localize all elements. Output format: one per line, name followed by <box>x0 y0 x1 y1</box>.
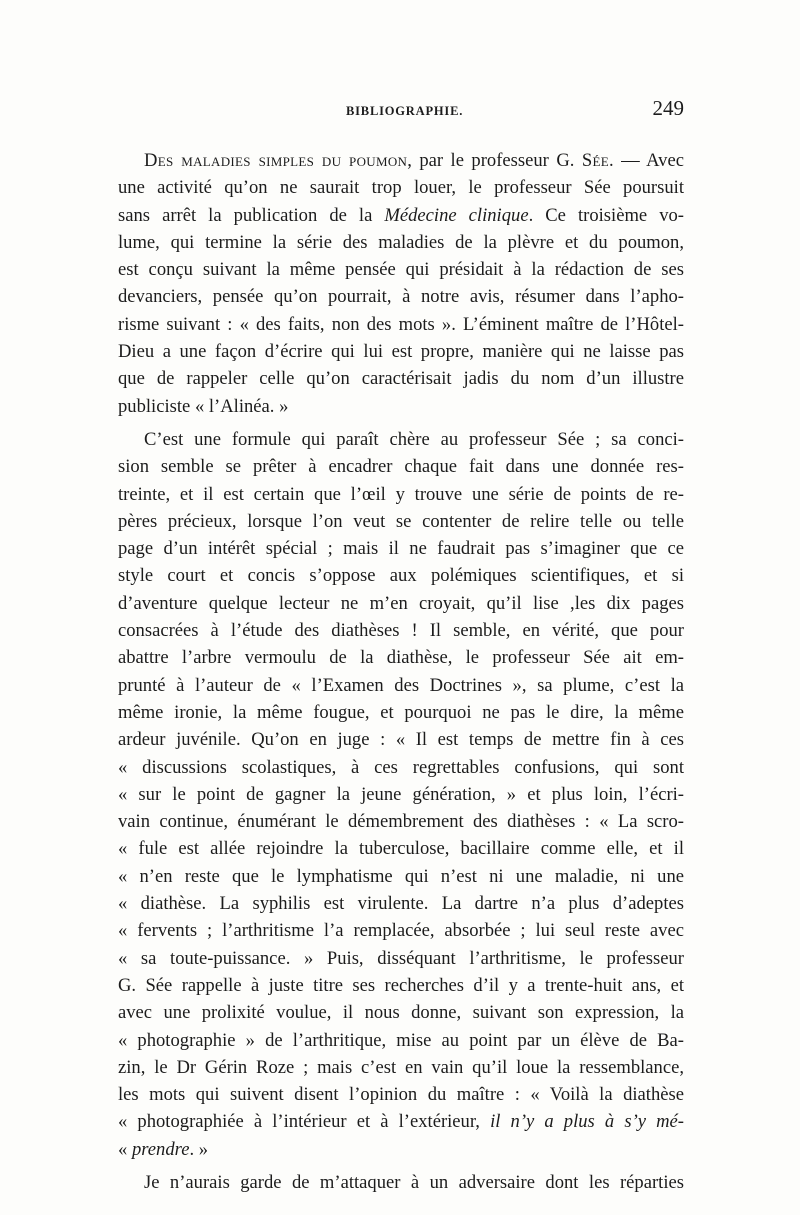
text-line: « fervents ; l’arthritisme l’a remplacée, absorbée ; lui seul reste avec <box>118 920 684 942</box>
page-number: 249 <box>652 96 684 120</box>
italic-title: Médecine clinique <box>384 204 529 226</box>
text-line: même ironie, la même fougue, et pourquoi ne pas le dire, la même <box>118 701 684 723</box>
text-line: zin, le Dr Gérin Roze ; mais c’est en vain qu’il loue la ressemblance, <box>118 1056 684 1078</box>
text-line <box>118 1136 684 1163</box>
text-line <box>118 147 684 174</box>
paragraph-1 <box>118 147 684 420</box>
text-span: . Ce troisième vo- <box>528 204 684 226</box>
text-span: sans arrêt la publication de la <box>118 204 385 226</box>
text-line <box>118 1108 684 1135</box>
text-line: page d’un intérêt spécial ; mais il ne faudrait pas s’imaginer que ce <box>118 538 684 560</box>
text-line <box>118 202 684 229</box>
text-line: sion semble se prêter à encadrer chaque fait dans une donnée res- <box>118 456 684 478</box>
text-span: , par le professeur G. <box>407 150 582 171</box>
text-line: devanciers, pensée qu’on pourrait, à notre avis, résumer dans l’apho- <box>118 286 684 308</box>
text-line: Je n’aurais garde de m’attaquer à un adversaire dont les réparties <box>144 1171 684 1193</box>
text-line: Dieu a une façon d’écrire qui lui est propre, manière qui ne laisse pas <box>118 341 684 363</box>
paragraph-3 <box>118 1169 684 1196</box>
text-span: « photographiée à l’intérieur et à l’extérieur, <box>118 1111 491 1133</box>
page-header <box>118 96 684 130</box>
text-line: « fule est allée rejoindre la tuberculose, bacillaire comme elle, et il <box>118 838 684 860</box>
text-line: abattre l’arbre vermoulu de la diathèse, le professeur Sée ait em- <box>118 647 684 669</box>
text-line: style court et concis s’oppose aux polémiques scientifiques, et si <box>118 565 684 587</box>
book-title: Des maladies simples du poumon <box>144 150 408 171</box>
text-line: « diathèse. La syphilis est virulente. La dartre n’a plus d’adeptes <box>118 893 684 915</box>
text-span: « <box>118 1138 132 1160</box>
text-line: « sur le point de gagner la jeune génération, » et plus loin, l’écri- <box>118 783 684 805</box>
italic-quote: il n’y a plus à s’y mé- <box>490 1111 684 1133</box>
text-line: est conçu suivant la même pensée qui présidait à la rédaction de ses <box>118 259 684 281</box>
text-line: une activité qu’on ne saurait trop louer, le professeur Sée poursuit <box>118 177 684 199</box>
body-text <box>118 147 684 1196</box>
text-span: . » <box>189 1138 209 1160</box>
text-line: « n’en reste que le lymphatisme qui n’est ni une maladie, ni une <box>118 865 684 887</box>
text-line: pères précieux, lorsque l’on veut se contenter de relire telle ou telle <box>118 510 684 532</box>
text-line: avec une prolixité voulue, il nous donne, suivant son expression, la <box>118 1002 684 1024</box>
text-line: treinte, et il est certain que l’œil y trouve une série de points de re- <box>118 483 684 505</box>
text-line: les mots qui suivent disent l’opinion du maître : « Voilà la diathèse <box>118 1084 684 1106</box>
text-span: . — Avec <box>608 150 684 171</box>
paragraph-2 <box>118 426 684 1163</box>
text-line: C’est une formule qui paraît chère au professeur Sée ; sa conci- <box>144 428 684 450</box>
text-line: d’aventure quelque lecteur ne m’en croyait, qu’il lise ,les dix pages <box>118 592 684 614</box>
author-name: Sée <box>581 150 609 171</box>
text-line: prunté à l’auteur de « l’Examen des Doctrines », sa plume, c’est la <box>118 674 684 696</box>
text-line: que de rappeler celle qu’on caractérisait jadis du nom d’un illustre <box>118 368 684 390</box>
text-line: G. Sée rappelle à juste titre ses recherches d’il y a trente-huit ans, et <box>118 974 684 996</box>
text-line: « sa toute-puissance. » Puis, disséquant l’arthritisme, le professeur <box>118 947 684 969</box>
text-line: « photographie » de l’arthritique, mise au point par un élève de Ba- <box>118 1029 684 1051</box>
text-line: consacrées à l’étude des diathèses ! Il semble, en vérité, que pour <box>118 620 684 642</box>
text-line: « discussions scolastiques, à ces regrettables confusions, qui sont <box>118 756 684 778</box>
text-line: publiciste « l’Alinéa. » <box>118 395 289 417</box>
text-line: lume, qui termine la série des maladies de la plèvre et du poumon, <box>118 231 684 253</box>
text-line: risme suivant : « des faits, non des mots ». L’éminent maître de l’Hôtel- <box>118 313 684 335</box>
italic-quote: prendre <box>131 1138 190 1160</box>
running-title: BIBLIOGRAPHIE. <box>346 104 464 118</box>
text-line: vain continue, énumérant le démembrement des diathèses : « La scro- <box>118 811 684 833</box>
text-line: ardeur juvénile. Qu’on en juge : « Il est temps de mettre fin à ces <box>118 729 684 751</box>
